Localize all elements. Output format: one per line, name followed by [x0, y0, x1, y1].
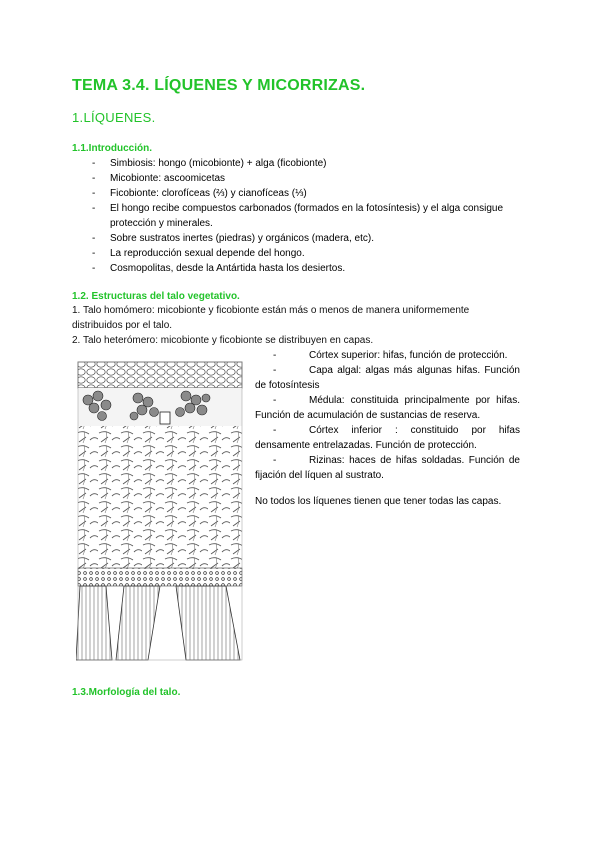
subheading-morfologia: 1.3.Morfología del talo.: [72, 687, 181, 698]
lichen-cross-section-illustration: [76, 360, 244, 662]
layers-note: No todos los líquenes tienen que tener todas las capas.: [255, 496, 502, 507]
paragraph-talo-heteromero: 2. Talo heterómero: micobionte y ficobionte se distribuyen en capas.: [72, 335, 374, 346]
list-item: - El hongo recibe compuestos carbonados (formados en la fotosíntesis) y el alga consigue protección y minerales.: [92, 201, 522, 231]
list-item: - Córtex superior: hifas, función de protección.: [273, 350, 508, 361]
list-item: - Médula: constituida principalmente por hifas. Función de acumulación de sustancias de reserva.: [255, 395, 520, 421]
list-item: - Capa algal: algas más algunas hifas. Función de fotosíntesis: [255, 365, 520, 391]
list-item: - Ficobionte: clorofíceas (⅔) y cianofíceas (⅓): [92, 186, 522, 201]
section-heading-liquenes: 1.LÍQUENES.: [72, 110, 156, 125]
page-title: TEMA 3.4. LÍQUENES Y MICORRIZAS.: [72, 77, 366, 94]
list-item: - Córtex inferior : constituido por hifas densamente entrelazadas. Función de protección.: [255, 425, 520, 451]
layers-list: [255, 348, 520, 483]
subheading-introduccion: 1.1.Introducción.: [72, 143, 153, 154]
list-item: - La reproducción sexual depende del hongo.: [92, 246, 522, 261]
list-item: - Cosmopolitas, desde la Antártida hasta los desiertos.: [92, 261, 522, 276]
intro-list: [92, 156, 522, 276]
list-item: - Micobionte: ascoomicetas: [92, 171, 522, 186]
list-item: - Sobre sustratos inertes (piedras) y orgánicos (madera, etc).: [92, 231, 522, 246]
list-item: - Rizinas: haces de hifas soldadas. Función de fijación del líquen al sustrato.: [255, 455, 520, 481]
list-item: - Simbiosis: hongo (micobionte) + alga (ficobionte): [92, 156, 522, 171]
paragraph-talo-homomero: 1. Talo homómero: micobionte y ficobionte están más o menos de manera uniformemente distribuidos por el talo.: [72, 305, 470, 331]
subheading-estructuras: 1.2. Estructuras del talo vegetativo.: [72, 291, 240, 302]
